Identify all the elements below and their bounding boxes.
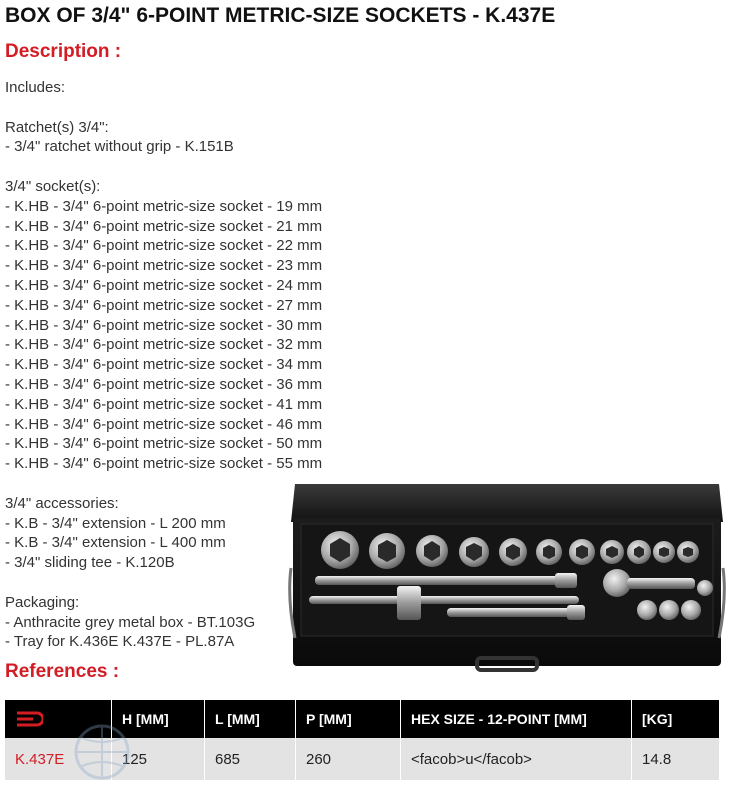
- list-item: - K.HB - 3/4" 6-point metric-size socket - 55 mm: [5, 455, 323, 473]
- list-item: - K.B - 3/4" extension - L 400 mm: [5, 534, 226, 552]
- references-table: [5, 700, 719, 780]
- table-header-row: [5, 700, 719, 738]
- references-heading: References :: [5, 661, 120, 682]
- brand-logo-cell: [5, 700, 112, 738]
- list-item: - K.HB - 3/4" 6-point metric-size socket - 30 mm: [5, 316, 323, 334]
- packaging-label: Packaging:: [5, 593, 80, 611]
- list-item: - K.HB - 3/4" 6-point metric-size socket - 19 mm: [5, 197, 323, 215]
- list-item: - K.HB - 3/4" 6-point metric-size socket - 22 mm: [5, 237, 323, 255]
- description-intro: Includes:: [5, 79, 66, 96]
- list-item: - K.HB - 3/4" 6-point metric-size socket - 24 mm: [5, 276, 323, 294]
- description-heading: Description :: [5, 41, 122, 62]
- accessories-label: 3/4" accessories:: [5, 494, 119, 512]
- list-item: - Tray for K.436E K.437E - PL.87A: [5, 633, 235, 651]
- list-item: - K.HB - 3/4" 6-point metric-size socket - 36 mm: [5, 375, 323, 393]
- cell-l: 685: [205, 738, 296, 780]
- sockets-label: 3/4" socket(s):: [5, 177, 101, 195]
- list-item: - K.HB - 3/4" 6-point metric-size socket - 27 mm: [5, 296, 323, 314]
- facom-logo-icon: [15, 710, 43, 728]
- column-header: [KG]: [632, 700, 720, 738]
- list-item: - K.B - 3/4" extension - L 200 mm: [5, 514, 226, 532]
- column-header: L [MM]: [205, 700, 296, 738]
- list-item: - 3/4" ratchet without grip - K.151B: [5, 138, 234, 156]
- list-item: - K.HB - 3/4" 6-point metric-size socket - 32 mm: [5, 336, 323, 354]
- list-item: - K.HB - 3/4" 6-point metric-size socket - 50 mm: [5, 435, 323, 453]
- list-item: - K.HB - 3/4" 6-point metric-size socket - 34 mm: [5, 356, 323, 374]
- table-row: [5, 738, 719, 780]
- cell-p: 260: [296, 738, 401, 780]
- reference-code[interactable]: K.437E: [5, 738, 112, 780]
- column-header: H [MM]: [112, 700, 205, 738]
- list-item: - K.HB - 3/4" 6-point metric-size socket - 46 mm: [5, 415, 323, 433]
- ratchets-label: Ratchet(s) 3/4":: [5, 118, 109, 136]
- cell-kg: 14.8: [632, 738, 720, 780]
- list-item: - K.HB - 3/4" 6-point metric-size socket - 23 mm: [5, 257, 323, 275]
- cell-h: 125: [112, 738, 205, 780]
- socket-set-box-image: [287, 478, 727, 678]
- list-item: - 3/4" sliding tee - K.120B: [5, 554, 175, 572]
- list-item: - K.HB - 3/4" 6-point metric-size socket - 41 mm: [5, 395, 323, 413]
- page-title: BOX OF 3/4" 6-POINT METRIC-SIZE SOCKETS - K.437E: [5, 4, 556, 27]
- column-header: P [MM]: [296, 700, 401, 738]
- list-item: - Anthracite grey metal box - BT.103G: [5, 613, 256, 631]
- list-item: - K.HB - 3/4" 6-point metric-size socket - 21 mm: [5, 217, 323, 235]
- cell-hex: <facob>u</facob>: [401, 738, 632, 780]
- column-header: HEX SIZE - 12-POINT [MM]: [401, 700, 632, 738]
